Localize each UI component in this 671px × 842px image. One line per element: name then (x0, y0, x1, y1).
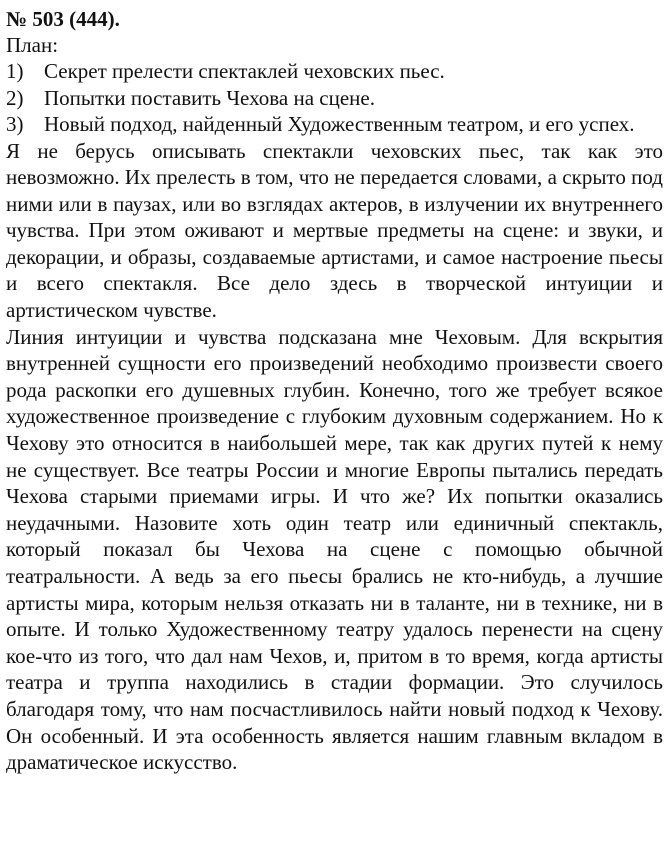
plan-item-text: Попытки поставить Чехова на сцене. (44, 85, 375, 110)
body-paragraph: Линия интуиции и чувства подсказана мне Чеховым. Для вскрытия внутренней сущности его произведений необходимо произвести своего рода раскопки его душевных глубин. Конечно, того же требует всякое художественное произведение с глубоким духовным содержанием. Но к Чехову это относится в наибольшей мере, так как других путей к нему не существует. Все театры России и многие Европы пытались передать Чехова старыми приемами игры. И что же? Их попытки оказались неудачными. Назовите хоть один театр или единичный спектакль, который показал бы Чехова на сцене с помощью обычной театральности. А ведь за его пьесы брались не кто-нибудь, а лучшие артисты мира, которым нельзя отказать ни в таланте, ни в технике, ни в опыте. И только Художественному театру удалось перенести на сцену кое-что из того, что дал нам Чехов, и, притом в то время, когда артисты театра и труппа находились в стадии формации. Это случилось благодаря тому, что нам посчастливилось найти новый подход к Чехову. Он особенный. И эта особенность является нашим главным вкладом в драматическое искусство. (6, 324, 663, 775)
plan-item (6, 111, 663, 138)
plan-item-text: Новый подход, найденный Художественным театром, и его успех. (44, 112, 635, 136)
plan-item-number: 2) (6, 85, 24, 110)
body-paragraph: Я не берусь описывать спектакли чеховских пьес, так как это невозможно. Их прелесть в том, что не передается словами, а скрыто под ними или в паузах, или во взглядах актеров, в излучении их внутреннего чувства. При этом оживают и мертвые предметы на сцене: и звуки, и декорации, и образы, создаваемые артистами, и самое настроение пьесы и всего спектакля. Все дело здесь в творческой интуиции и артистическом чувстве. (6, 138, 663, 323)
plan-item (6, 58, 663, 85)
plan-label: План: (6, 33, 59, 57)
plan-item-text: Секрет прелести спектаклей чеховских пьес. (44, 59, 445, 83)
plan-list (6, 58, 663, 138)
exercise-heading: № 503 (444). (6, 7, 120, 31)
plan-item-number: 3) (6, 112, 24, 136)
plan-item-number: 1) (6, 59, 24, 83)
plan-item (6, 85, 663, 112)
